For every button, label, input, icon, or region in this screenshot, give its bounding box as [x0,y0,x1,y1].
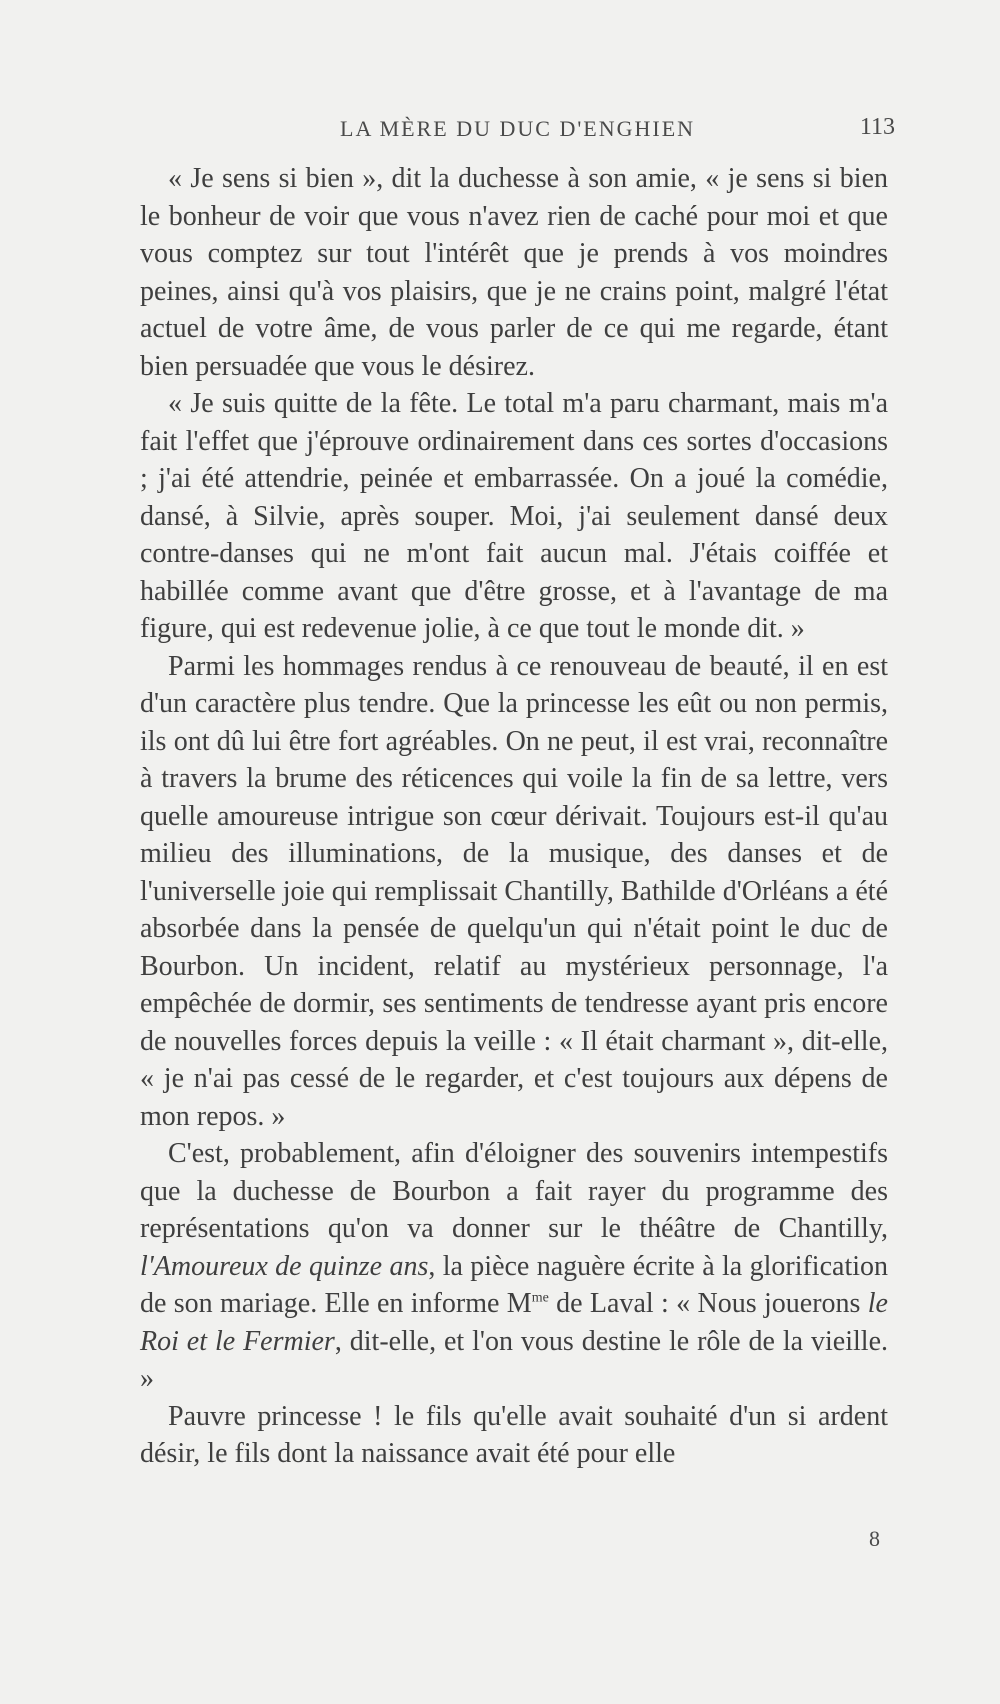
paragraph-programme [140,1135,888,1398]
body-text [140,160,888,1473]
programme-text-a: C'est, probablement, afin d'éloigner des souvenirs intempestifs que la duchesse de Bourbon a fait rayer du programme des représentations qu'on va donner sur le théâtre de Chantilly, [140,1138,888,1244]
madame-superscript: me [531,1290,549,1306]
paragraph-letter-fete: « Je suis quitte de la fête. Le total m'a paru charmant, mais m'a fait l'effet que j'éprouve ordinairement dans ces sortes d'occasions ; j'ai été attendrie, peinée et embarrassée. On a joué la comédie, dansé, à Silvie, après souper. Moi, j'ai seulement dansé deux contre-danses qui ne m'ont fait aucun mal. J'étais coiffée et habillée comme avant que d'être grosse, et à l'avantage de ma figure, qui est redevenue jolie, à ce que tout le monde dit. » [140,388,888,644]
running-title: LA MÈRE DU DUC D'ENGHIEN [340,116,696,141]
page-header [140,108,895,148]
paragraph-hommages: Parmi les hommages rendus à ce renouveau de beauté, il en est d'un caractère plus tendre. Que la princesse les eût ou non permis, ils ont dû lui être fort agréables. On ne peut, il est vrai, reconnaître à travers la brume des réticences qui voile la fin de sa lettre, vers quelle amoureuse intrigue son cœur dérivait. Toujours est-il qu'au milieu des illuminations, de la musique, des danses et de l'universelle joie qui remplissait Chantilly, Bathilde d'Orléans a été absorbée dans la pensée de quelqu'un qui n'était point le duc de Bourbon. Un incident, relatif au mystérieux personnage, l'a empêchée de dormir, ses sentiments de tendresse ayant pris encore de nouvelles forces depuis la veille : « Il était charmant », dit-elle, « je n'ai pas cessé de le regarder, et c'est toujours aux dépens de mon repos. » [140,650,888,1132]
page-number: 113 [859,114,895,140]
programme-text-b: , la pièce naguère écrite à la glorification de son mariage. Elle en informe M [140,1250,889,1319]
play-title-amoureux: l'Amoureux de quinze ans [140,1250,429,1282]
paragraph-letter-opening: « Je sens si bien », dit la duchesse à son amie, « je sens si bien le bonheur de voir que vous n'avez rien de caché pour moi et que vous comptez sur tout l'intérêt que je prends à vos moindres peines, ainsi qu'à vos plaisirs, que je ne crains point, malgré l'état actuel de votre âme, de vous parler de ce qui me regarde, étant bien persuadée que vous le désirez. [140,163,888,382]
play-title-roi-fermier: le Roi et le Fermier [140,1288,888,1357]
programme-text-c: de Laval : « Nous jouerons [548,1288,868,1319]
paragraph-pauvre-princesse: Pauvre princesse ! le fils qu'elle avait souhaité d'un si ardent désir, le fils dont la naissance avait été pour elle [140,1400,888,1469]
programme-text-d: , dit-elle, et l'on vous destine le rôle de la vieille. » [140,1325,888,1394]
signature-mark: 8 [869,1526,880,1551]
